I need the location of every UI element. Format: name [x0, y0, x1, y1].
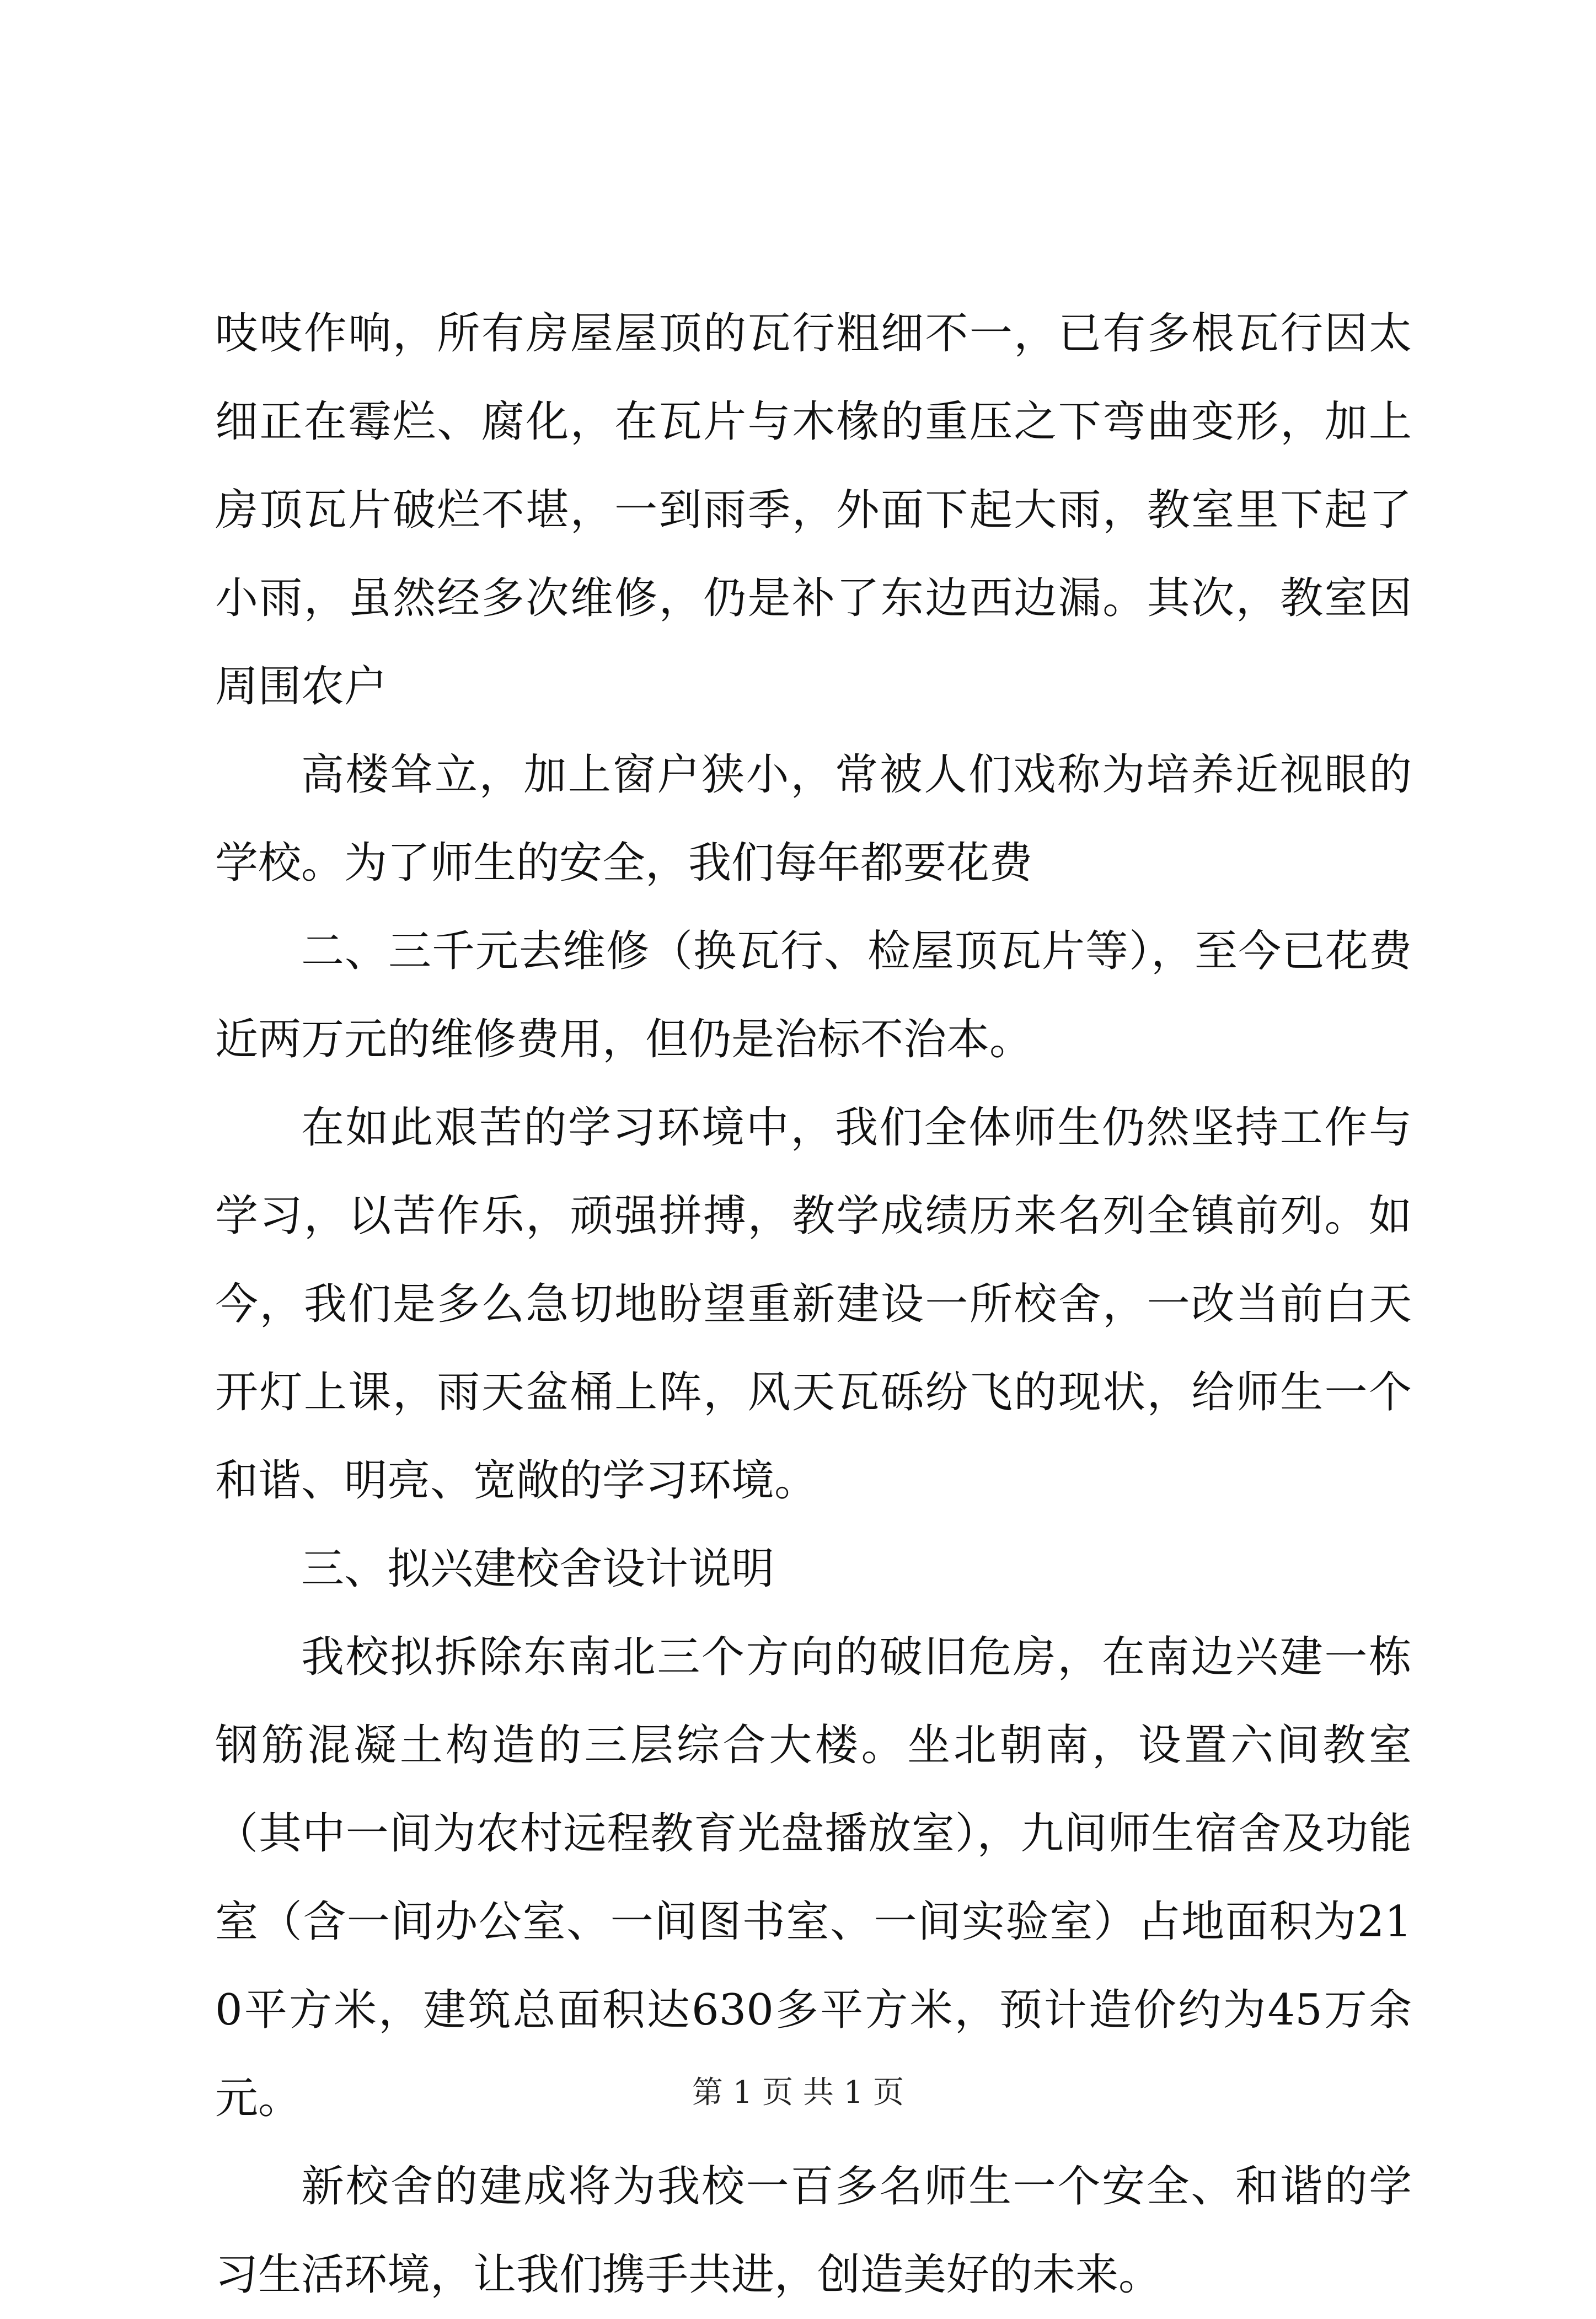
section-heading-design: 三、拟兴建校舍设计说明	[301, 1544, 775, 1594]
paragraph-hard-environment: 在如此艰苦的学习环境中，我们全体师生仍然坚持工作与学习，以苦作乐，顽强拼搏，教学成绩历来名列全镇前列。如今，我们是多么急切地盼望重新建设一所校舍，一改当前白天开灯上课，雨天盆桶上阵，风天瓦砾纷飞的现状，给师生一个和谐、明亮、宽敞的学习环境。	[215, 1103, 1412, 1506]
paragraph-continuation: 吱吱作响，所有房屋屋顶的瓦行粗细不一，已有多根瓦行因太细正在霉烂、腐化，在瓦片与木椽的重压之下弯曲变形，加上房顶瓦片破烂不堪，一到雨季，外面下起大雨，教室里下起了小雨，虽然经多次维修，仍是补了东边西边漏。其次，教室因周围农户	[215, 309, 1412, 711]
paragraph-tall-buildings: 高楼耸立，加上窗户狭小，常被人们戏称为培养近视眼的学校。为了师生的安全，我们每年都要花费	[215, 750, 1412, 888]
page-number-label: 第 1 页 共 1 页	[692, 2075, 904, 2111]
page-footer	[0, 2071, 1596, 2115]
document-body	[215, 290, 1412, 2319]
paragraph-repair-cost: 二、三千元去维修（换瓦行、检屋顶瓦片等），至今已花费近两万元的维修费用，但仍是治标不治本。	[215, 926, 1412, 1064]
paragraph-conclusion: 新校舍的建成将为我校一百多名师生一个安全、和谐的学习生活环境，让我们携手共进，创造美好的未来。	[215, 2162, 1412, 2300]
paragraph-design-description: 我校拟拆除东南北三个方向的破旧危房，在南边兴建一栋钢筋混凝土构造的三层综合大楼。坐北朝南，设置六间教室（其中一间为农村远程教育光盘播放室），九间师生宿舍及功能室（含一间办公室、一间图书室、一间实验室）占地面积为210平方米，建筑总面积达630多平方米，预计造价约为45万余元。	[215, 1632, 1412, 2123]
